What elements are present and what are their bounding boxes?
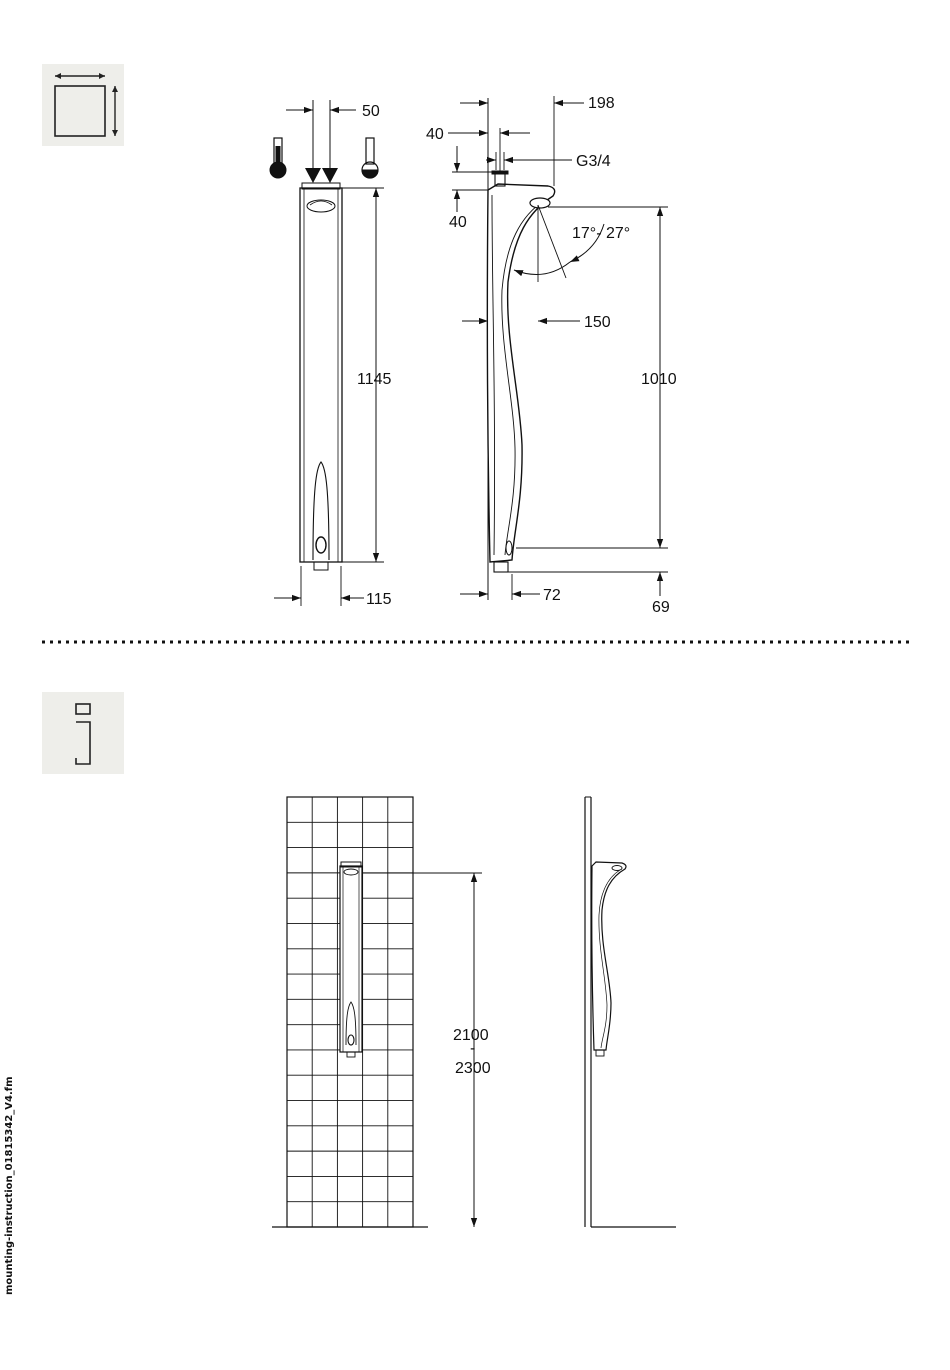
label-2100: 2100 xyxy=(453,1027,489,1044)
file-name: mounting-instruction_01815342_V4.fm xyxy=(4,1076,15,1295)
label-50: 50 xyxy=(362,103,380,120)
front-view xyxy=(270,100,384,606)
label-69: 69 xyxy=(652,599,670,616)
label-1145: 1145 xyxy=(357,371,392,388)
label-198: 198 xyxy=(588,95,615,112)
label-40-vertical: 40 xyxy=(449,214,467,231)
label-72: 72 xyxy=(543,587,561,604)
label-g34: G3/4 xyxy=(576,153,611,170)
label-dash: - xyxy=(470,1040,476,1057)
installation-height-labels xyxy=(453,1027,491,1077)
hot-water-thermometer-icon xyxy=(270,138,286,178)
label-angle: 17°- 27° xyxy=(572,225,631,242)
side-view xyxy=(448,96,668,600)
label-150: 150 xyxy=(584,314,611,331)
label-1010: 1010 xyxy=(641,371,677,388)
label-115: 115 xyxy=(366,591,392,608)
cold-water-thermometer-icon xyxy=(362,138,378,178)
label-40-horizontal: 40 xyxy=(426,126,444,143)
installation-side-view xyxy=(585,797,676,1227)
label-2300: 2300 xyxy=(455,1060,491,1077)
dimension-labels xyxy=(357,95,677,616)
installation-front-view xyxy=(272,797,482,1227)
